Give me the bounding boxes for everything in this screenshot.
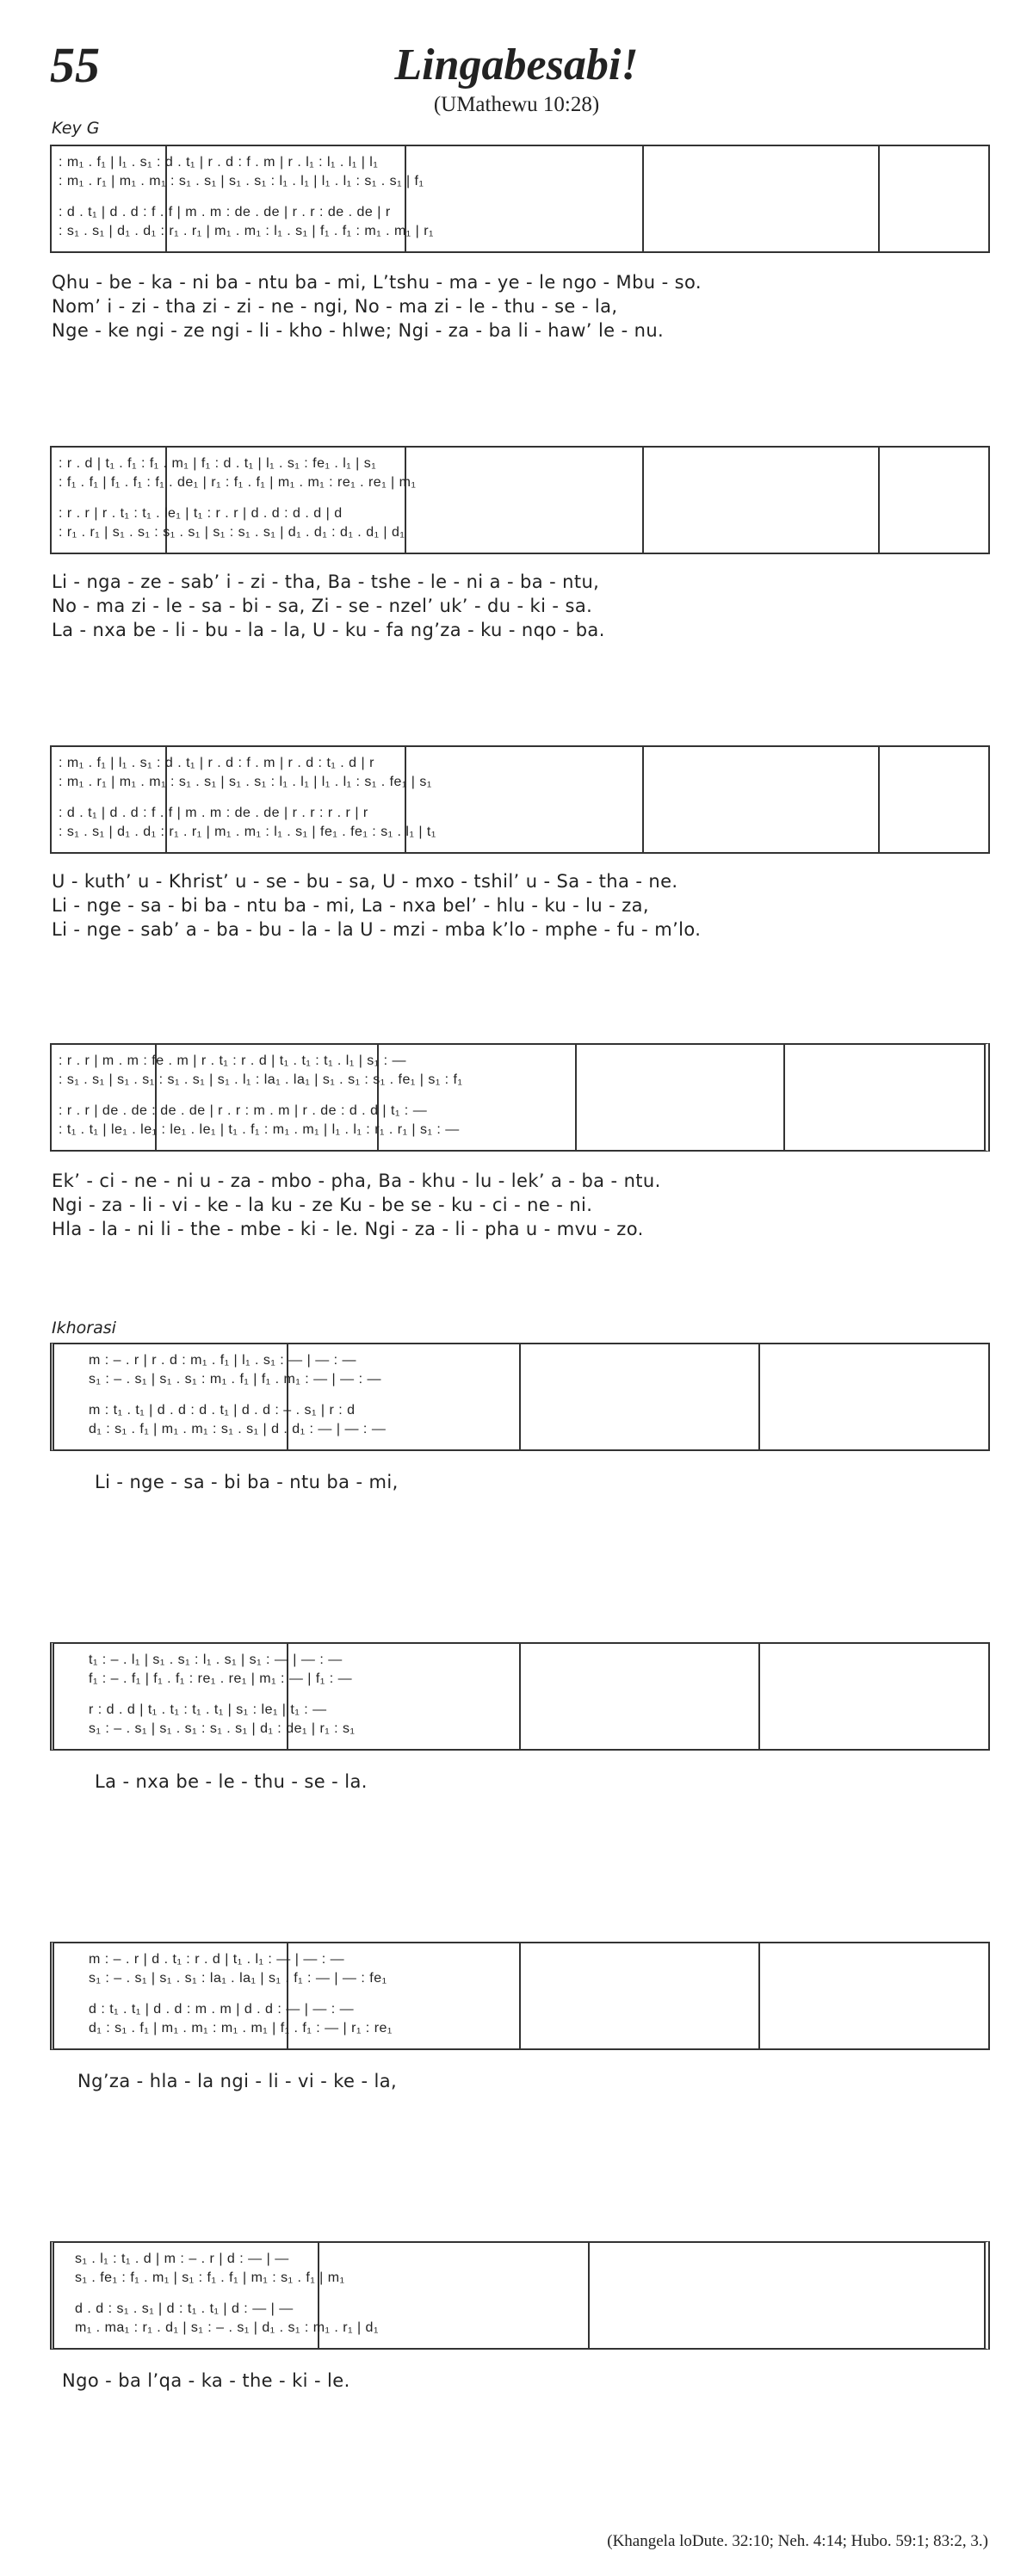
bass-line: : s₁ . s₁ | d₁ . d₁ : r₁ . r₁ | m₁ . m₁ : l₁ . s₁ | fe₁ . fe₁ : s₁ . l₁ | t₁ [59, 825, 436, 839]
soprano-line: m : – . r | d . t₁ : r . d | t₁ . l₁ : — | — : — [89, 1952, 345, 1967]
tenor-line: : d . t₁ | d . d : f . f | m . m : de . de | r . r : r . r | r [59, 806, 368, 820]
bass-line: s₁ : – . s₁ | s₁ . s₁ : s₁ . s₁ | d₁ : de₁ | r₁ : s₁ [89, 1721, 356, 1736]
score-system-3 [50, 745, 990, 854]
lyric-verse-3: La - nxa be - li - bu - la - la, U - ku - fa ng’za - ku - nqo - ba. [52, 620, 605, 640]
key-signature: Key G [52, 119, 100, 138]
score-system-6 [50, 1642, 990, 1751]
bass-line: m₁ . ma₁ : r₁ . d₁ | s₁ : – . s₁ | d₁ . s₁ : m₁ . r₁ | d₁ [75, 2320, 379, 2335]
score-system-5 [50, 1343, 990, 1451]
soprano-line: t₁ : – . l₁ | s₁ . s₁ : l₁ . s₁ | s₁ : — | — : — [89, 1652, 343, 1667]
bass-line: d₁ : s₁ . f₁ | m₁ . m₁ : m₁ . m₁ | f₁ . f₁ : — | r₁ : re₁ [89, 2021, 393, 2035]
alto-line: : f₁ . f₁ | f₁ . f₁ : f₁ . de₁ | r₁ : f₁ . f₁ | m₁ . m₁ : re₁ . re₁ | m₁ [59, 475, 417, 490]
lyric-verse-3: Li - nge - sab’ a - ba - bu - la - la U - mzi - mba k’lo - mphe - fu - m’lo. [52, 919, 702, 940]
lyric-verse-3: Hla - la - ni li - the - mbe - ki - le. Ngi - za - li - pha u - mvu - zo. [52, 1219, 644, 1239]
tenor-line: m : t₁ . t₁ | d . d : d . t₁ | d . d : – . s₁ | r : d [89, 1403, 356, 1418]
bass-line: d₁ : s₁ . f₁ | m₁ . m₁ : s₁ . s₁ | d . d₁ : — | — : — [89, 1422, 387, 1436]
score-system-7 [50, 1942, 990, 2050]
scripture-references-footer: (Khangela loDute. 32:10; Neh. 4:14; Hubo. 59:1; 83:2, 3.) [607, 2532, 988, 2550]
soprano-line: s₁ . l₁ : t₁ . d | m : – . r | d : — | — [75, 2252, 289, 2266]
alto-line: : s₁ . s₁ | s₁ . s₁ : s₁ . s₁ | s₁ . l₁ : la₁ . la₁ | s₁ . s₁ : s₁ . fe₁ | s₁ : f₁ [59, 1072, 463, 1087]
bass-line: : r₁ . r₁ | s₁ . s₁ : s₁ . s₁ | s₁ : s₁ . s₁ | d₁ . d₁ : d₁ . d₁ | d₁ [59, 525, 405, 540]
lyric-verse-2: Ngi - za - li - vi - ke - la ku - ze Ku - be se - ku - ci - ne - ni. [52, 1195, 593, 1215]
lyric-verse-1: Li - nga - ze - sab’ i - zi - tha, Ba - tshe - le - ni a - ba - ntu, [52, 571, 600, 592]
score-system-1 [50, 145, 990, 253]
lyric-verse-3: Nge - ke ngi - ze ngi - li - kho - hlwe; Ngi - za - ba li - haw’ le - nu. [52, 320, 665, 341]
soprano-line: : m₁ . f₁ | l₁ . s₁ : d . t₁ | r . d : f . m | r . d : t₁ . d | r [59, 756, 374, 770]
tenor-line: : d . t₁ | d . d : f . f | m . m : de . de | r . r : de . de | r [59, 205, 391, 219]
lyric-verse-1: Qhu - be - ka - ni ba - ntu ba - mi, L’tshu - ma - ye - le ngo - Mbu - so. [52, 272, 702, 293]
bass-line: : s₁ . s₁ | d₁ . d₁ : r₁ . r₁ | m₁ . m₁ : l₁ . s₁ | f₁ . f₁ : m₁ . m₁ | r₁ [59, 224, 434, 238]
alto-line: f₁ : – . f₁ | f₁ . f₁ : re₁ . re₁ | m₁ : — | f₁ : — [89, 1671, 353, 1686]
scripture-reference: (UMathewu 10:28) [433, 93, 600, 116]
tenor-line: d . d : s₁ . s₁ | d : t₁ . t₁ | d : — | — [75, 2301, 294, 2316]
soprano-line: : r . d | t₁ . f₁ : f₁ . m₁ | f₁ : d . t₁ | l₁ . s₁ : fe₁ . l₁ | s₁ [59, 456, 377, 471]
soprano-line: : m₁ . f₁ | l₁ . s₁ : d . t₁ | r . d : f . m | r . l₁ : l₁ . l₁ | l₁ [59, 155, 379, 170]
alto-line: : m₁ . r₁ | m₁ . m₁ : s₁ . s₁ | s₁ . s₁ : l₁ . l₁ | l₁ . l₁ : s₁ . s₁ | f₁ [59, 174, 424, 188]
chorus-lyric: Ng’za - hla - la ngi - li - vi - ke - la, [77, 2071, 398, 2091]
chorus-label: Ikhorasi [52, 1319, 116, 1337]
score-system-8 [50, 2241, 990, 2350]
tenor-line: r : d . d | t₁ . t₁ : t₁ . t₁ | s₁ : le₁ | t₁ : — [89, 1702, 327, 1717]
hymn-number: 55 [50, 37, 100, 93]
lyric-verse-2: Nom’ i - zi - tha zi - zi - ne - ngi, No - ma zi - le - thu - se - la, [52, 296, 618, 317]
score-system-2 [50, 446, 990, 554]
alto-line: s₁ . fe₁ : f₁ . m₁ | s₁ : f₁ . f₁ | m₁ : s₁ . f₁ | m₁ [75, 2270, 345, 2285]
tenor-line: d : t₁ . t₁ | d . d : m . m | d . d : — | — : — [89, 2002, 355, 2017]
hymn-title: Lingabesabi! [394, 40, 639, 90]
lyric-verse-1: Ek’ - ci - ne - ni u - za - mbo - pha, Ba - khu - lu - lek’ a - ba - ntu. [52, 1171, 661, 1191]
soprano-line: : r . r | m . m : fe . m | r . t₁ : r . d | t₁ . t₁ : t₁ . l₁ | s₁ : — [59, 1053, 407, 1068]
tenor-line: : r . r | r . t₁ : t₁ . le₁ | t₁ : r . r | d . d : d . d | d [59, 506, 343, 521]
tenor-line: : r . r | de . de : de . de | r . r : m . m | r . de : d . d | t₁ : — [59, 1103, 428, 1118]
alto-line: s₁ : – . s₁ | s₁ . s₁ : la₁ . la₁ | s₁ . f₁ : — | — : fe₁ [89, 1971, 387, 1986]
alto-line: : m₁ . r₁ | m₁ . m₁ : s₁ . s₁ | s₁ . s₁ : l₁ . l₁ | l₁ . l₁ : s₁ . fe₁ | s₁ [59, 775, 432, 789]
score-system-4 [50, 1043, 990, 1152]
bass-line: : t₁ . t₁ | le₁ . le₁ : le₁ . le₁ | t₁ . f₁ : m₁ . m₁ | l₁ . l₁ : r₁ . r₁ | s₁ : — [59, 1122, 460, 1137]
soprano-line: m : – . r | r . d : m₁ . f₁ | l₁ . s₁ : — | — : — [89, 1353, 357, 1368]
lyric-verse-2: Li - nge - sa - bi ba - ntu ba - mi, La - nxa bel’ - hlu - ku - lu - za, [52, 895, 649, 916]
lyric-verse-1: U - kuth’ u - Khrist’ u - se - bu - sa, U - mxo - tshil’ u - Sa - tha - ne. [52, 871, 678, 892]
alto-line: s₁ : – . s₁ | s₁ . s₁ : m₁ . f₁ | f₁ . m₁ : — | — : — [89, 1372, 381, 1387]
chorus-lyric: Ngo - ba l’qa - ka - the - ki - le. [62, 2370, 350, 2391]
chorus-lyric: La - nxa be - le - thu - se - la. [95, 1771, 368, 1792]
lyric-verse-2: No - ma zi - le - sa - bi - sa, Zi - se - nzel’ uk’ - du - ki - sa. [52, 596, 593, 616]
chorus-lyric: Li - nge - sa - bi ba - ntu ba - mi, [95, 1472, 399, 1492]
